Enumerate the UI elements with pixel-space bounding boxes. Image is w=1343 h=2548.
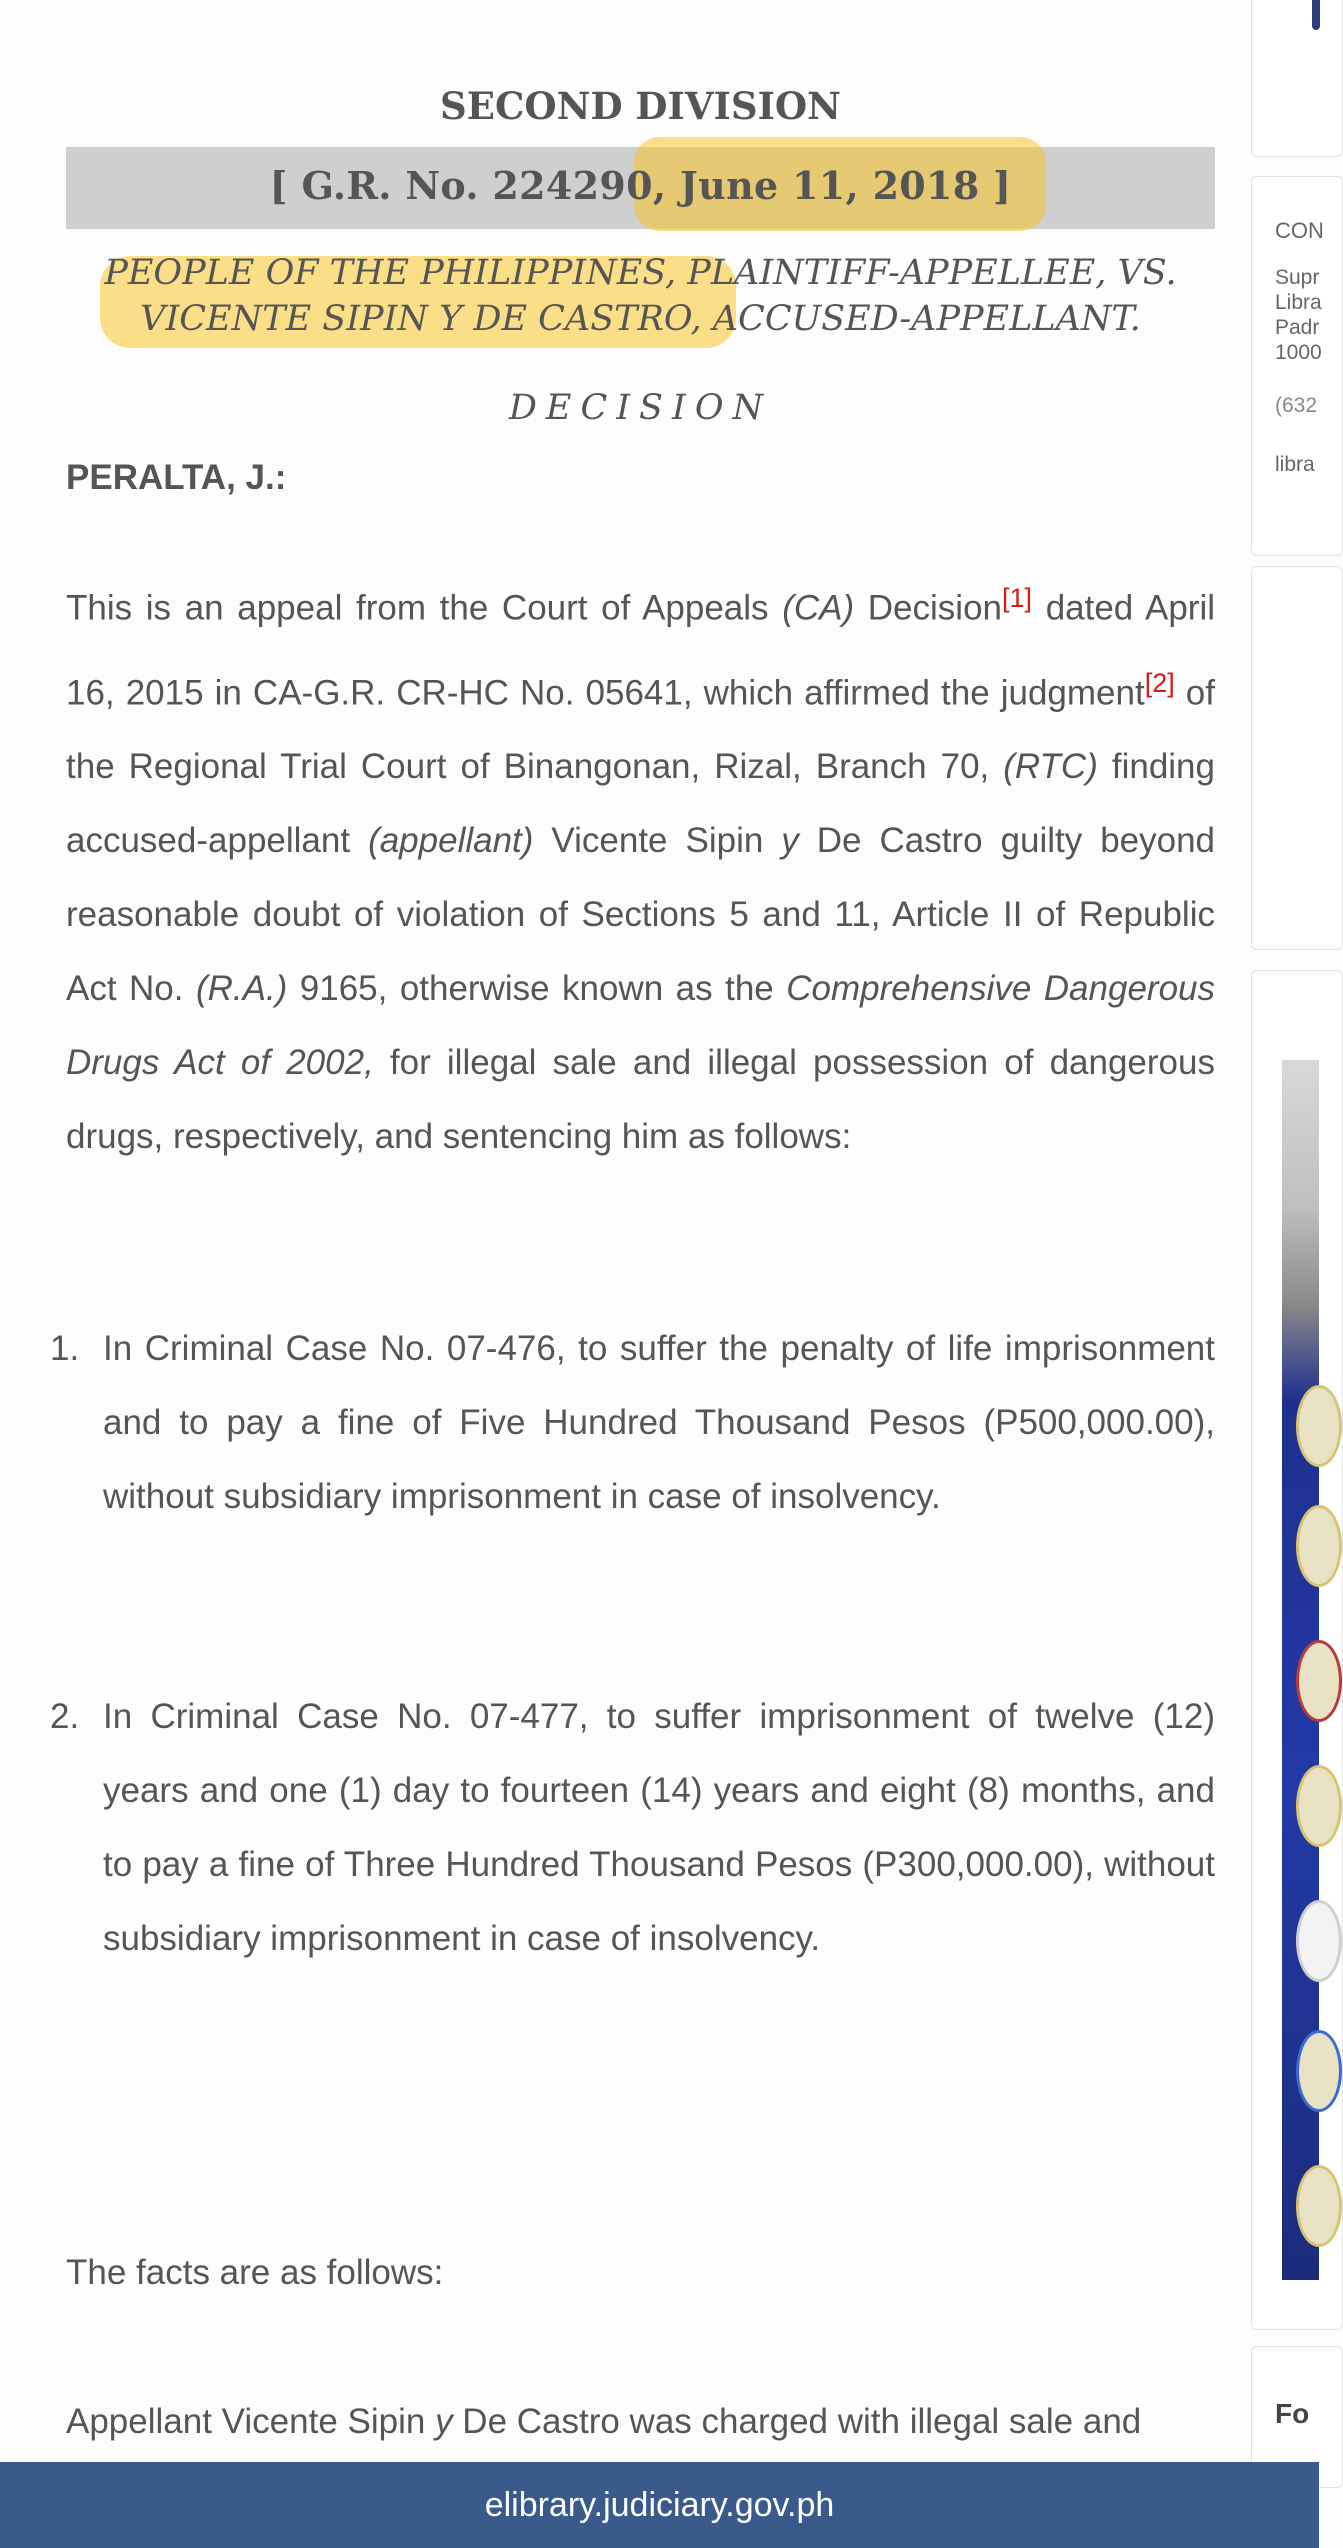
seal-icon	[1296, 2030, 1342, 2112]
sidebar-email-link[interactable]: libra	[1275, 453, 1315, 476]
seal-icon	[1296, 1765, 1342, 1847]
text: for illegal sale and illegal possession of dangerous drugs, respectively, and sentencing him as follows:	[66, 1043, 1215, 1157]
seal-icon	[1296, 1505, 1342, 1587]
list-number: 2.	[50, 1697, 80, 1736]
text: (appellant)	[368, 821, 534, 861]
case-number: [ G.R. No. 224290, June 11, 2018 ]	[269, 163, 1012, 208]
sidebar-top-button[interactable]	[1312, 0, 1320, 30]
paragraph-facts-intro: The facts are as follows:	[66, 2253, 444, 2292]
text: finding accused-appellant	[66, 747, 1215, 861]
text: y	[435, 2402, 453, 2441]
text: of the Regional Trial Court of Binangonan, Rizal, Branch 70,	[66, 673, 1215, 787]
text: (R.A.)	[195, 969, 288, 1009]
footer-url-bar[interactable]: elibrary.judiciary.gov.ph	[0, 2462, 1319, 2548]
parties-line-2: VICENTE SIPIN Y DE CASTRO, ACCUSED-APPELLANT.	[140, 299, 1141, 339]
paragraph-intro	[66, 561, 1215, 1174]
list-text: In Criminal Case No. 07-477, to suffer imprisonment of twelve (12) years and one (1) day to fourteen (14) years and eight (8) months, and to pay a fine of Three Hundred Thousand Pesos (P300,000.00), without subsidiary imprisonment in case of insolvency.	[103, 1697, 1215, 1958]
footnote-link[interactable]: [1]	[1002, 583, 1033, 613]
sidebar-card-blank	[1251, 566, 1343, 950]
text: De Castro was charged with illegal sale and	[452, 2402, 1142, 2441]
sidebar-address-line: Padr	[1275, 316, 1320, 339]
ponente: PERALTA, J.:	[66, 458, 287, 497]
text: Appellant Vicente Sipin	[66, 2402, 436, 2441]
text: y	[781, 821, 799, 861]
list-number: 1.	[50, 1329, 80, 1368]
text: Decision	[854, 588, 1003, 628]
text: 9165, otherwise known as the	[287, 969, 787, 1009]
decision-heading: DECISION	[508, 388, 773, 428]
parties-line-1: PEOPLE OF THE PHILIPPINES, PLAINTIFF-APPELLEE, VS.	[104, 253, 1177, 293]
text: De Castro guilty beyond reasonable doubt of violation of Sections 5 and 11, Article II of Republic Act No.	[66, 821, 1216, 1009]
footnote-link[interactable]: [2]	[1144, 667, 1175, 698]
sidebar-bottom-label: Fo	[1275, 2398, 1310, 2429]
sidebar-contact-label: CON	[1275, 218, 1324, 243]
sidebar-phone: (632	[1275, 394, 1318, 417]
paragraph-facts	[66, 2385, 1215, 2459]
seal-icon	[1296, 2165, 1342, 2247]
text: (RTC)	[1003, 747, 1098, 787]
seal-icon	[1296, 1640, 1342, 1722]
seal-icon	[1296, 1900, 1342, 1982]
case-parties	[66, 250, 1215, 342]
text: Comprehensive Dangerous Drugs Act of 2002,	[66, 969, 1215, 1083]
text: (CA)	[782, 588, 855, 628]
text: Vicente Sipin	[533, 821, 782, 861]
division-heading: SECOND DIVISION	[440, 84, 841, 128]
sidebar-address-line: 1000	[1275, 341, 1322, 364]
sidebar-address-line: Libra	[1275, 291, 1322, 314]
sidebar-card-top	[1251, 0, 1343, 157]
text: dated April 16, 2015 in CA-G.R. CR-HC No. 05641, which affirmed the judgment	[66, 588, 1216, 713]
sidebar-address-line: Supr	[1275, 266, 1320, 289]
seal-icon	[1296, 1385, 1342, 1467]
text: This is an appeal from the Court of Appeals	[66, 588, 783, 628]
list-text: In Criminal Case No. 07-476, to suffer the penalty of life imprisonment and to pay a fine of Five Hundred Thousand Pesos (P500,000.00), without subsidiary imprisonment in case of insolvency.	[103, 1329, 1215, 1516]
